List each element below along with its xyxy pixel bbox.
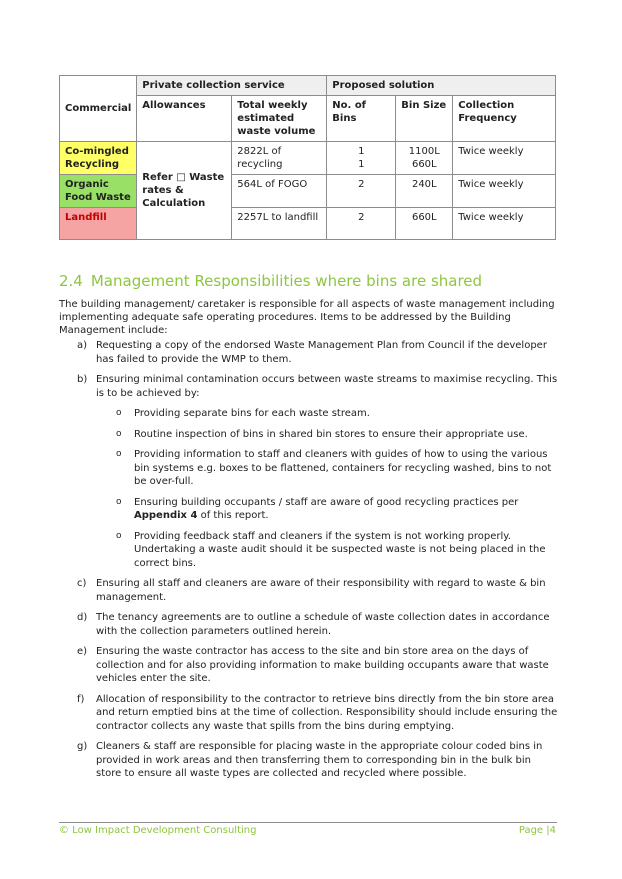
size-cell bbox=[396, 142, 453, 175]
sub-item-text: Providing separate bins for each waste stream. bbox=[134, 408, 370, 419]
list-item bbox=[59, 611, 559, 638]
list-marker: a) bbox=[77, 340, 88, 351]
header-bin-size: Bin Size bbox=[396, 96, 453, 142]
section-heading bbox=[59, 272, 482, 290]
volume-cell: 2822L of recycling bbox=[232, 142, 327, 175]
bins-cell: 2 bbox=[327, 175, 396, 208]
list-item-text: Requesting a copy of the endorsed Waste Management Plan from Council if the developer has failed to provide the WMP to them. bbox=[96, 340, 547, 365]
header-private-service: Private collection service bbox=[137, 76, 327, 96]
frequency-cell: Twice weekly bbox=[453, 208, 556, 240]
allowances-cell: Refer □ Waste rates & Calculation bbox=[137, 142, 232, 240]
header-commercial: Commercial bbox=[60, 76, 137, 142]
sub-list-item bbox=[96, 448, 559, 489]
sub-list-item bbox=[96, 428, 559, 442]
section-title: Management Responsibilities where bins are shared bbox=[90, 272, 483, 290]
bullet-icon: o bbox=[116, 408, 122, 418]
sub-list bbox=[96, 407, 559, 570]
footer-copyright: © Low Impact Development Consulting bbox=[59, 825, 257, 836]
table-row bbox=[60, 208, 556, 240]
list-item bbox=[59, 339, 559, 366]
sub-list-item bbox=[96, 530, 559, 571]
volume-cell: 2257L to landfill bbox=[232, 208, 327, 240]
stream-recycling: Co-mingled Recycling bbox=[60, 142, 137, 175]
sub-item-text: Routine inspection of bins in shared bin stores to ensure their appropriate use. bbox=[134, 428, 528, 440]
header-total-weekly: Total weekly estimated waste volume bbox=[232, 96, 327, 142]
table-header-row bbox=[60, 76, 556, 96]
list-marker: d) bbox=[77, 612, 88, 623]
sub-list-item bbox=[96, 496, 559, 523]
list-item-text: The tenancy agreements are to outline a schedule of waste collection dates in accordance with the collection parameters outlined herein. bbox=[96, 612, 550, 637]
section-intro: The building management/ caretaker is responsible for all aspects of waste management including implementing adequate safe operating procedures. Items to be addressed by the Building Management include: bbox=[59, 299, 555, 336]
volume-cell: 564L of FOGO bbox=[232, 175, 327, 208]
table-row bbox=[60, 175, 556, 208]
footer-divider bbox=[59, 822, 557, 823]
list-item bbox=[59, 645, 559, 686]
stream-organic: Organic Food Waste bbox=[60, 175, 137, 208]
list-item bbox=[59, 577, 559, 604]
bullet-icon: o bbox=[116, 496, 122, 507]
bins-cell: 2 bbox=[327, 208, 396, 240]
list-marker: c) bbox=[77, 578, 87, 589]
list-marker: b) bbox=[77, 374, 88, 385]
list-item bbox=[59, 740, 559, 781]
list-item-text: Cleaners & staff are responsible for placing waste in the appropriate colour coded bins in provided in work areas and then transferring them to corresponding bin in the bulk bin store to ensure all waste types are collected and recycled where possible. bbox=[96, 741, 543, 779]
list-item-text: Allocation of responsibility to the contractor to retrieve bins directly from the bin store area and return emptied bins at the time of collection. Responsibility should include ensuring the contractor collects any waste that spills from the bins during emptying. bbox=[96, 693, 558, 732]
header-frequency: Collection Frequency bbox=[453, 96, 556, 142]
list-marker: e) bbox=[77, 646, 88, 657]
sub-item-text: Providing information to staff and cleaners with guides of how to using the various bin systems e.g. boxes to be flattened, containers for recycling washed, bins to not be over-full. bbox=[134, 449, 552, 487]
stream-landfill: Landfill bbox=[60, 208, 137, 240]
bins-cell bbox=[327, 142, 396, 175]
frequency-cell: Twice weekly bbox=[453, 175, 556, 208]
sub-list-item bbox=[96, 407, 559, 421]
list-item-text: Ensuring the waste contractor has access to the site and bin store area on the days of collection and for also providing information to make building occupants aware that waste vehicles enter the site. bbox=[96, 646, 549, 684]
sub-item-text-after: of this report. bbox=[197, 510, 269, 521]
table-row bbox=[60, 142, 556, 175]
section-number: 2.4 bbox=[59, 272, 83, 290]
sub-item-text-before: Ensuring building occupants / staff are aware of good recycling practices per bbox=[134, 496, 519, 508]
header-no-bins: No. of Bins bbox=[327, 96, 396, 142]
frequency-cell: Twice weekly bbox=[453, 142, 556, 175]
bins-value: 1 bbox=[358, 146, 365, 157]
bullet-icon: o bbox=[116, 530, 122, 541]
bullet-icon: o bbox=[116, 449, 122, 459]
waste-table bbox=[59, 75, 556, 240]
appendix-reference: Appendix 4 bbox=[134, 510, 198, 521]
sub-item-text: Providing feedback staff and cleaners if the system is not working properly. Undertaking a waste audit should it be suspected waste is not being placed in the correct bins. bbox=[134, 530, 546, 569]
bullet-icon: o bbox=[116, 428, 122, 439]
list-item bbox=[59, 693, 559, 734]
list-item bbox=[59, 373, 559, 570]
size-cell: 660L bbox=[396, 208, 453, 240]
header-proposed-solution: Proposed solution bbox=[327, 76, 556, 96]
bins-value: 1 bbox=[358, 159, 365, 170]
size-value: 1100L bbox=[408, 146, 440, 157]
list-item-text: Ensuring minimal contamination occurs between waste streams to maximise recycling. This is to be achieved by: bbox=[96, 374, 558, 399]
list-item-text: Ensuring all staff and cleaners are aware of their responsibility with regard to waste & bin management. bbox=[96, 578, 546, 603]
page-number: Page |4 bbox=[518, 825, 556, 836]
size-value: 660L bbox=[411, 159, 437, 170]
list-marker: f) bbox=[77, 693, 85, 705]
responsibility-list bbox=[59, 339, 559, 788]
header-allowances: Allowances bbox=[137, 96, 232, 142]
list-marker: g) bbox=[77, 741, 88, 752]
size-cell: 240L bbox=[396, 175, 453, 208]
